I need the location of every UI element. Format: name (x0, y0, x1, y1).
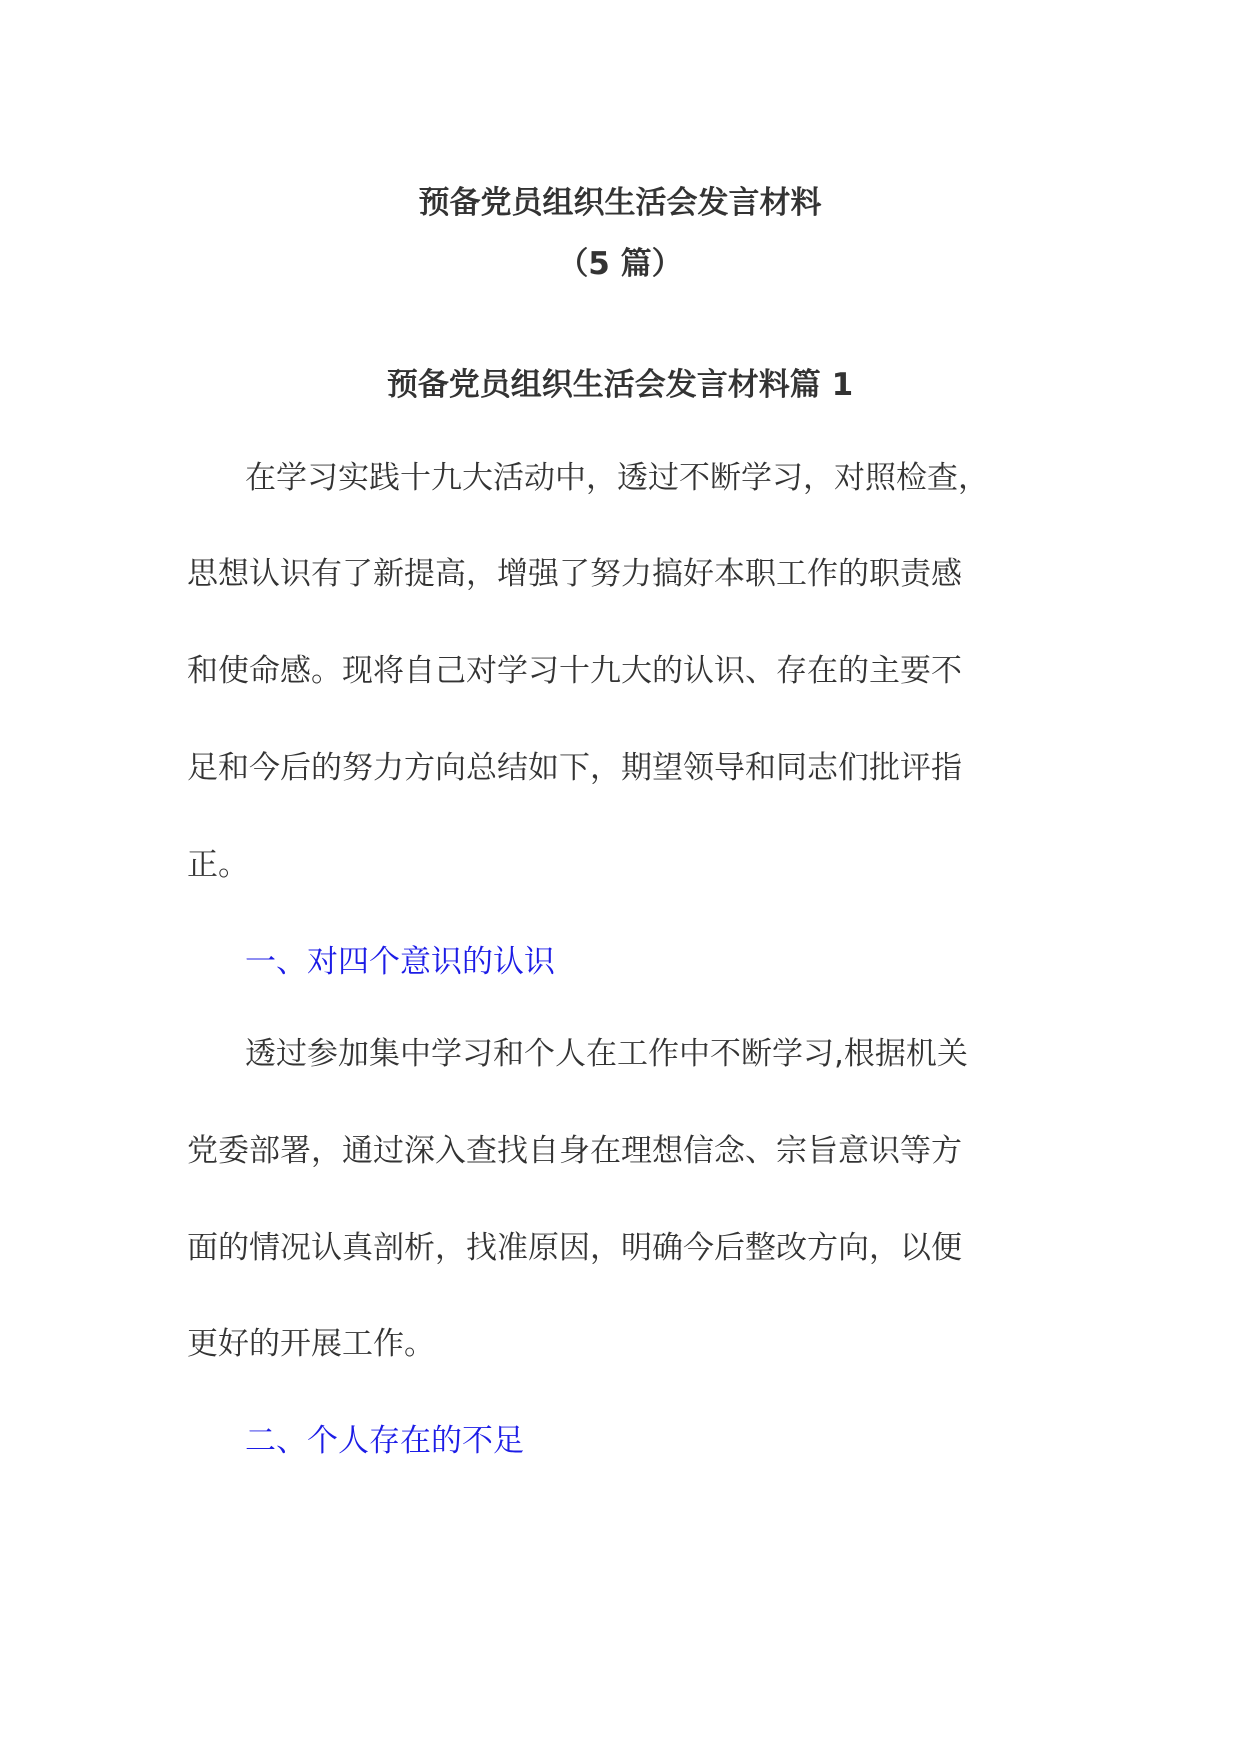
section-title: 预备党员组织生活会发言材料篇 1 (386, 367, 854, 403)
paragraph-2-line-2: 党委部署，通过深入查找自身在理想信念、宗旨意识等方 (187, 1133, 962, 1169)
document-subtitle: （5 篇） (557, 246, 683, 282)
document-title: 预备党员组织生活会发言材料 (418, 185, 822, 221)
paragraph-1-line-3: 和使命感。现将自己对学习十九大的认识、存在的主要不 (187, 653, 962, 689)
paragraph-1-line-1: 在学习实践十九大活动中，透过不断学习，对照检查， (245, 460, 989, 496)
paragraph-1-line-5: 正。 (187, 847, 249, 883)
paragraph-2-line-3: 面的情况认真剖析，找准原因，明确今后整改方向，以便 (187, 1230, 962, 1266)
heading-2: 二、个人存在的不足 (245, 1423, 524, 1459)
paragraph-1-line-2: 思想认识有了新提高，增强了努力搞好本职工作的职责感 (187, 556, 962, 592)
paragraph-2-line-1: 透过参加集中学习和个人在工作中不断学习,根据机关 (245, 1036, 968, 1072)
paragraph-1-line-4: 足和今后的努力方向总结如下，期望领导和同志们批评指 (187, 750, 962, 786)
paragraph-2-line-4: 更好的开展工作。 (187, 1326, 435, 1362)
heading-1: 一、对四个意识的认识 (245, 944, 555, 980)
